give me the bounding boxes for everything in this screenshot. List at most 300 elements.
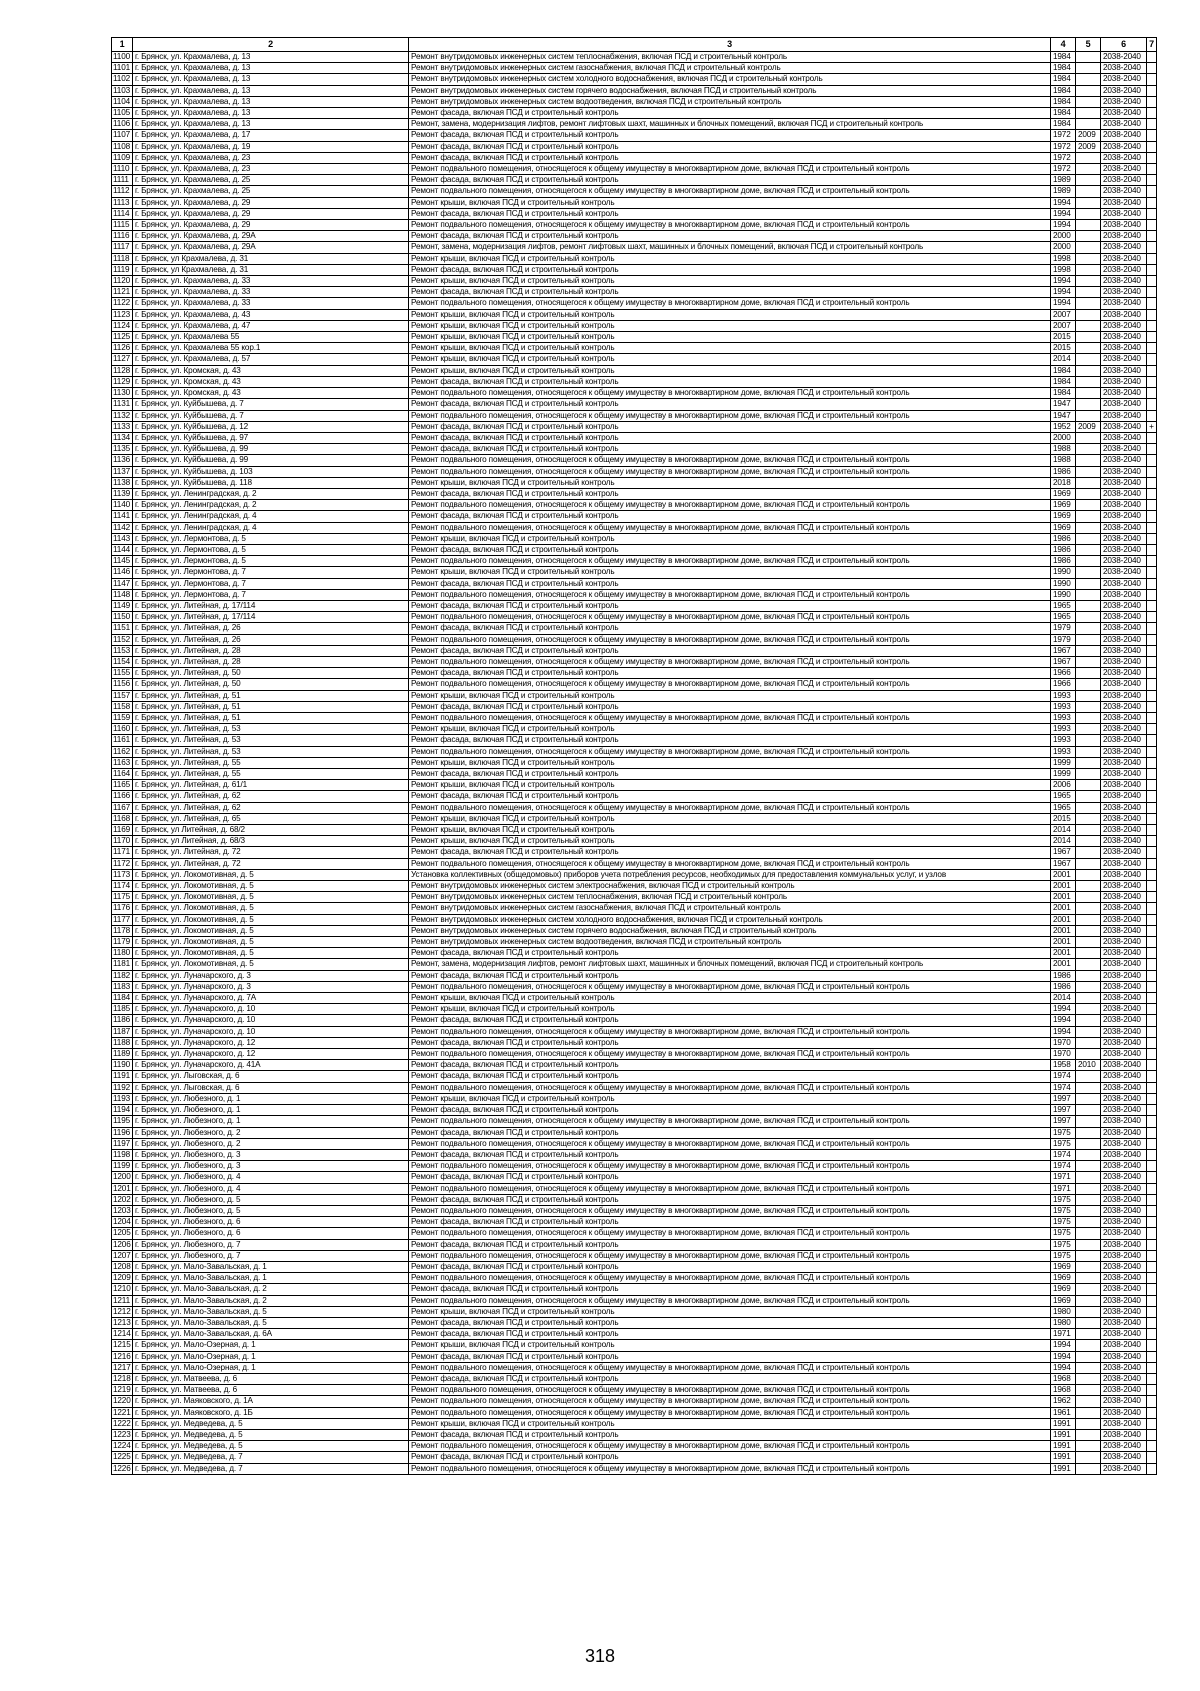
mark-cell	[1147, 253, 1157, 264]
table-row	[112, 970, 1157, 981]
table-row	[112, 1295, 1157, 1306]
last-repair-year-cell	[1076, 1407, 1101, 1418]
address-cell: г. Брянск, ул. Мало-Завальская, д. 5	[133, 1317, 409, 1328]
build-year-cell: 1984	[1051, 52, 1076, 63]
table-row	[112, 1194, 1157, 1205]
work-type-cell: Ремонт подвального помещения, относящегося к общему имуществу в многоквартирном доме, включая ПСД и строительный контроль	[409, 1138, 1051, 1149]
work-type-cell: Ремонт внутридомовых инженерных систем холодного водоснабжения, включая ПСД и строительный контроль	[409, 914, 1051, 925]
build-year-cell: 2014	[1051, 993, 1076, 1004]
planned-period-cell: 2038-2040	[1101, 1194, 1147, 1205]
row-number-cell: 1222	[113, 1418, 131, 1428]
table-row	[112, 511, 1157, 522]
address-cell: г. Брянск, ул. Литейная, д. 51	[133, 712, 409, 723]
last-repair-year-cell	[1076, 836, 1101, 847]
table-row	[112, 1037, 1157, 1048]
row-number-cell: 1185	[112, 1004, 133, 1015]
last-repair-year-cell	[1076, 1194, 1101, 1205]
last-repair-year-cell	[1076, 152, 1101, 163]
row-number-cell: 1129	[112, 376, 133, 387]
address-cell: г. Брянск, ул. Мало-Озерная, д. 1	[133, 1362, 409, 1373]
row-number-cell: 1205	[113, 1228, 131, 1238]
address-cell: г. Брянск, ул. Мало-Завальская, д. 2	[133, 1284, 409, 1295]
table-row	[112, 63, 1157, 74]
row-number-cell: 1136	[112, 455, 133, 466]
row-number-cell: 1186	[112, 1015, 133, 1026]
work-type-cell: Ремонт подвального помещения, относящегося к общему имуществу в многоквартирном доме, включая ПСД и строительный контроль	[409, 589, 1051, 600]
last-repair-year-cell	[1076, 488, 1101, 499]
planned-period-cell: 2038-2040	[1101, 656, 1147, 667]
mark-cell	[1147, 522, 1157, 533]
planned-period-cell: 2038-2040	[1101, 444, 1147, 455]
build-year-cell: 1994	[1051, 1004, 1076, 1015]
table-row	[112, 847, 1157, 858]
work-type-cell: Ремонт подвального помещения, относящегося к общему имуществу в многоквартирном доме, включая ПСД и строительный контроль	[409, 410, 1051, 421]
mark-cell	[1147, 836, 1157, 847]
table-row	[112, 1452, 1157, 1463]
planned-period-cell: 2038-2040	[1101, 432, 1147, 443]
table-row	[112, 1340, 1157, 1351]
planned-period-cell: 2038-2040	[1101, 1037, 1147, 1048]
mark-cell	[1147, 1149, 1157, 1160]
planned-period-cell: 2038-2040	[1101, 1138, 1147, 1149]
build-year-cell: 1994	[1051, 208, 1076, 219]
build-year-cell: 1947	[1051, 410, 1076, 421]
address-cell: г. Брянск, ул. Любезного, д. 1	[133, 1093, 409, 1104]
last-repair-year-cell	[1076, 1463, 1101, 1474]
build-year-cell: 1991	[1051, 1452, 1076, 1463]
address-cell: г. Брянск, ул. Литейная, д. 28	[133, 645, 409, 656]
address-cell: г. Брянск, ул. Лермонтова, д. 5	[133, 556, 409, 567]
build-year-cell: 2015	[1051, 343, 1076, 354]
row-number-cell: 1220	[113, 1396, 131, 1406]
mark-cell	[1147, 656, 1157, 667]
address-cell: г. Брянск, ул. Литейная, д. 62	[133, 791, 409, 802]
table-row	[112, 959, 1157, 970]
address-cell: г. Брянск, ул. Литейная, д. 72	[133, 858, 409, 869]
last-repair-year-cell	[1076, 253, 1101, 264]
mark-cell	[1147, 1396, 1157, 1407]
work-type-cell: Ремонт крыши, включая ПСД и строительный контроль	[409, 724, 1051, 735]
work-type-cell: Ремонт крыши, включая ПСД и строительный контроль	[409, 533, 1051, 544]
row-number-cell: 1102	[112, 74, 133, 85]
build-year-cell: 1986	[1051, 544, 1076, 555]
build-year-cell: 1994	[1051, 1340, 1076, 1351]
mark-cell	[1147, 847, 1157, 858]
planned-period-cell: 2038-2040	[1101, 1351, 1147, 1362]
mark-cell	[1147, 993, 1157, 1004]
row-number-cell: 1163	[112, 757, 133, 768]
work-type-cell: Ремонт внутридомовых инженерных систем электроснабжения, включая ПСД и строительный контроль	[409, 881, 1051, 892]
address-cell: г. Брянск, ул. Любезного, д. 5	[133, 1205, 409, 1216]
row-number-cell: 1212	[113, 1306, 131, 1316]
row-number-cell: 1132	[112, 410, 133, 421]
last-repair-year-cell	[1076, 679, 1101, 690]
last-repair-year-cell	[1076, 1127, 1101, 1138]
table-row	[112, 791, 1157, 802]
last-repair-year-cell	[1076, 309, 1101, 320]
build-year-cell: 1974	[1051, 1082, 1076, 1093]
mark-cell	[1147, 556, 1157, 567]
last-repair-year-cell	[1076, 925, 1101, 936]
work-type-cell: Ремонт крыши, включая ПСД и строительный контроль	[409, 1093, 1051, 1104]
work-type-cell: Ремонт подвального помещения, относящегося к общему имуществу в многоквартирном доме, включая ПСД и строительный контроль	[409, 1407, 1051, 1418]
work-type-cell: Ремонт фасада, включая ПСД и строительный контроль	[409, 701, 1051, 712]
address-cell: г. Брянск, ул. Крахмалева, д. 29	[133, 208, 409, 219]
last-repair-year-cell	[1076, 1340, 1101, 1351]
mark-cell	[1147, 959, 1157, 970]
last-repair-year-cell	[1076, 1183, 1101, 1194]
work-type-cell: Ремонт фасада, включая ПСД и строительный контроль	[409, 421, 1051, 432]
last-repair-year-cell	[1076, 623, 1101, 634]
row-number-cell: 1116	[112, 231, 133, 242]
table-row	[112, 141, 1157, 152]
row-number-cell: 1121	[112, 287, 133, 298]
work-type-cell: Ремонт фасада, включая ПСД и строительный контроль	[409, 152, 1051, 163]
address-cell: г. Брянск, ул. Локомотивная, д. 5	[133, 925, 409, 936]
table-row	[112, 220, 1157, 231]
last-repair-year-cell	[1076, 242, 1101, 253]
work-type-cell: Ремонт подвального помещения, относящегося к общему имуществу в многоквартирном доме, включая ПСД и строительный контроль	[409, 1205, 1051, 1216]
planned-period-cell: 2038-2040	[1101, 1172, 1147, 1183]
table-row	[112, 981, 1157, 992]
planned-period-cell: 2038-2040	[1101, 1261, 1147, 1272]
build-year-cell: 1967	[1051, 645, 1076, 656]
address-cell: г. Брянск, ул. Крахмалева, д. 29А	[133, 242, 409, 253]
mark-cell	[1147, 701, 1157, 712]
work-type-cell: Ремонт крыши, включая ПСД и строительный контроль	[409, 1340, 1051, 1351]
build-year-cell: 1986	[1051, 533, 1076, 544]
build-year-cell: 1994	[1051, 220, 1076, 231]
row-number-cell: 1210	[113, 1284, 131, 1294]
mark-cell	[1147, 544, 1157, 555]
mark-cell	[1147, 1418, 1157, 1429]
mark-cell	[1147, 1317, 1157, 1328]
address-cell: г. Брянск, ул. Литейная, д. 55	[133, 769, 409, 780]
row-number-cell: 1104	[112, 96, 133, 107]
address-cell: г. Брянск, ул Литейная, д. 68/3	[133, 836, 409, 847]
work-type-cell: Ремонт подвального помещения, относящегося к общему имуществу в многоквартирном доме, включая ПСД и строительный контроль	[409, 1463, 1051, 1474]
build-year-cell: 2001	[1051, 948, 1076, 959]
last-repair-year-cell	[1076, 220, 1101, 231]
work-type-cell: Ремонт подвального помещения, относящегося к общему имуществу в многоквартирном доме, включая ПСД и строительный контроль	[409, 1295, 1051, 1306]
planned-period-cell: 2038-2040	[1101, 1452, 1147, 1463]
work-type-cell: Ремонт подвального помещения, относящегося к общему имуществу в многоквартирном доме, включая ПСД и строительный контроль	[409, 634, 1051, 645]
row-number-cell: 1190	[112, 1060, 133, 1071]
work-type-cell: Ремонт крыши, включая ПСД и строительный контроль	[409, 780, 1051, 791]
work-type-cell: Ремонт подвального помещения, относящегося к общему имуществу в многоквартирном доме, включая ПСД и строительный контроль	[409, 1385, 1051, 1396]
address-cell: г. Брянск, ул. Крахмалева, д. 25	[133, 175, 409, 186]
row-number-cell: 1216	[113, 1351, 131, 1361]
build-year-cell: 2001	[1051, 914, 1076, 925]
work-type-cell: Ремонт внутридомовых инженерных систем холодного водоснабжения, включая ПСД и строительный контроль	[409, 74, 1051, 85]
work-type-cell: Ремонт подвального помещения, относящегося к общему имуществу в многоквартирном доме, включая ПСД и строительный контроль	[409, 522, 1051, 533]
work-type-cell: Ремонт фасада, включая ПСД и строительный контроль	[409, 948, 1051, 959]
table-row	[112, 399, 1157, 410]
mark-cell	[1147, 343, 1157, 354]
work-type-cell: Ремонт подвального помещения, относящегося к общему имуществу в многоквартирном доме, включая ПСД и строительный контроль	[409, 1183, 1051, 1194]
build-year-cell: 2001	[1051, 892, 1076, 903]
build-year-cell: 1962	[1051, 1396, 1076, 1407]
planned-period-cell: 2038-2040	[1101, 1239, 1147, 1250]
work-type-cell: Ремонт подвального помещения, относящегося к общему имуществу в многоквартирном доме, включая ПСД и строительный контроль	[409, 746, 1051, 757]
row-number-cell: 1225	[113, 1452, 131, 1462]
mark-cell	[1147, 376, 1157, 387]
planned-period-cell: 2038-2040	[1101, 1340, 1147, 1351]
last-repair-year-cell	[1076, 903, 1101, 914]
address-cell: г. Брянск, ул. Мало-Завальская, д. 5	[133, 1306, 409, 1317]
build-year-cell: 1998	[1051, 253, 1076, 264]
address-cell: г. Брянск, ул. Куйбышева, д. 99	[133, 444, 409, 455]
table-row	[112, 1228, 1157, 1239]
last-repair-year-cell	[1076, 522, 1101, 533]
address-cell: г. Брянск, ул. Литейная, д. 26	[133, 634, 409, 645]
page-number: 318	[584, 1646, 616, 1666]
build-year-cell: 1984	[1051, 376, 1076, 387]
mark-cell	[1147, 1284, 1157, 1295]
work-type-cell: Ремонт крыши, включая ПСД и строительный контроль	[409, 993, 1051, 1004]
row-number-cell: 1144	[112, 544, 133, 555]
table-row	[112, 533, 1157, 544]
mark-cell	[1147, 533, 1157, 544]
work-type-cell: Ремонт подвального помещения, относящегося к общему имуществу в многоквартирном доме, включая ПСД и строительный контроль	[409, 164, 1051, 175]
mark-cell	[1147, 152, 1157, 163]
planned-period-cell: 2038-2040	[1101, 152, 1147, 163]
address-cell: г. Брянск, ул. Крахмалева 55	[133, 332, 409, 343]
mark-cell	[1147, 724, 1157, 735]
row-number-cell: 1109	[112, 152, 133, 163]
planned-period-cell: 2038-2040	[1101, 981, 1147, 992]
mark-cell	[1147, 937, 1157, 948]
last-repair-year-cell	[1076, 1250, 1101, 1261]
row-number-cell: 1177	[112, 914, 133, 925]
address-cell: г. Брянск, ул. Мало-Завальская, д. 1	[133, 1261, 409, 1272]
planned-period-cell: 2038-2040	[1101, 746, 1147, 757]
last-repair-year-cell	[1076, 970, 1101, 981]
last-repair-year-cell	[1076, 1261, 1101, 1272]
address-cell: г. Брянск, ул. Любезного, д. 6	[133, 1228, 409, 1239]
work-type-cell: Ремонт фасада, включая ПСД и строительный контроль	[409, 1071, 1051, 1082]
table-row	[112, 1329, 1157, 1340]
mark-cell	[1147, 690, 1157, 701]
planned-period-cell: 2038-2040	[1101, 1082, 1147, 1093]
mark-cell	[1147, 1194, 1157, 1205]
build-year-cell: 1993	[1051, 724, 1076, 735]
row-number-cell: 1123	[112, 309, 133, 320]
last-repair-year-cell	[1076, 993, 1101, 1004]
row-number-cell: 1156	[112, 679, 133, 690]
address-cell: г. Брянск, ул. Луначарского, д. 41А	[133, 1060, 409, 1071]
row-number-cell: 1162	[112, 746, 133, 757]
build-year-cell: 1965	[1051, 802, 1076, 813]
build-year-cell: 1989	[1051, 175, 1076, 186]
planned-period-cell: 2038-2040	[1101, 455, 1147, 466]
address-cell: г. Брянск, ул. Медведева, д. 7	[133, 1463, 409, 1474]
planned-period-cell: 2038-2040	[1101, 1418, 1147, 1429]
address-cell: г. Брянск, ул. Лермонтова, д. 5	[133, 533, 409, 544]
table-row	[112, 1441, 1157, 1452]
work-type-cell: Ремонт подвального помещения, относящегося к общему имуществу в многоквартирном доме, включая ПСД и строительный контроль	[409, 1250, 1051, 1261]
row-number-cell: 1117	[112, 242, 133, 253]
last-repair-year-cell	[1076, 847, 1101, 858]
last-repair-year-cell	[1076, 668, 1101, 679]
table-row	[112, 1183, 1157, 1194]
table-row	[112, 164, 1157, 175]
work-type-cell: Ремонт фасада, включая ПСД и строительный контроль	[409, 970, 1051, 981]
address-cell: г. Брянск, ул. Куйбышева, д. 7	[133, 410, 409, 421]
address-cell: г. Брянск, ул. Куйбышева, д. 7	[133, 399, 409, 410]
row-number-cell: 1221	[113, 1407, 131, 1417]
work-type-cell: Ремонт крыши, включая ПСД и строительный контроль	[409, 567, 1051, 578]
last-repair-year-cell	[1076, 1284, 1101, 1295]
mark-cell	[1147, 466, 1157, 477]
work-type-cell: Ремонт крыши, включая ПСД и строительный контроль	[409, 1306, 1051, 1317]
address-cell: г. Брянск, ул. Крахмалева, д. 29	[133, 220, 409, 231]
mark-cell	[1147, 780, 1157, 791]
address-cell: г. Брянск, ул. Локомотивная, д. 5	[133, 869, 409, 880]
address-cell: г. Брянск, ул. Крахмалева, д. 33	[133, 287, 409, 298]
build-year-cell: 1969	[1051, 1261, 1076, 1272]
mark-cell	[1147, 399, 1157, 410]
planned-period-cell: 2038-2040	[1101, 903, 1147, 914]
last-repair-year-cell	[1076, 1172, 1101, 1183]
build-year-cell: 1994	[1051, 197, 1076, 208]
mark-cell	[1147, 264, 1157, 275]
work-type-cell: Ремонт крыши, включая ПСД и строительный контроль	[409, 825, 1051, 836]
mark-cell	[1147, 276, 1157, 287]
last-repair-year-cell	[1076, 74, 1101, 85]
address-cell: г. Брянск, ул. Мало-Завальская, д. 2	[133, 1295, 409, 1306]
address-cell: г. Брянск, ул. Любезного, д. 6	[133, 1217, 409, 1228]
last-repair-year-cell	[1076, 119, 1101, 130]
build-year-cell: 1990	[1051, 578, 1076, 589]
build-year-cell: 1965	[1051, 612, 1076, 623]
row-number-cell: 1203	[113, 1205, 131, 1215]
table-row	[112, 757, 1157, 768]
mark-cell	[1147, 1463, 1157, 1474]
planned-period-cell: 2038-2040	[1101, 365, 1147, 376]
row-number-cell: 1168	[112, 813, 133, 824]
build-year-cell: 1986	[1051, 981, 1076, 992]
build-year-cell: 1975	[1051, 1194, 1076, 1205]
mark-cell	[1147, 623, 1157, 634]
last-repair-year-cell	[1076, 757, 1101, 768]
planned-period-cell: 2038-2040	[1101, 544, 1147, 555]
address-cell: г. Брянск, ул. Любезного, д. 3	[133, 1161, 409, 1172]
row-number-cell: 1191	[112, 1071, 133, 1082]
address-cell: г. Брянск, ул. Литейная, д. 51	[133, 690, 409, 701]
last-repair-year-cell	[1076, 1026, 1101, 1037]
address-cell: г. Брянск, ул. Литейная, д. 51	[133, 701, 409, 712]
address-cell: г. Брянск, ул. Локомотивная, д. 5	[133, 914, 409, 925]
address-cell: г. Брянск, ул. Медведева, д. 5	[133, 1441, 409, 1452]
build-year-cell: 1994	[1051, 1362, 1076, 1373]
work-type-cell: Ремонт фасада, включая ПСД и строительный контроль	[409, 1239, 1051, 1250]
address-cell: г. Брянск, ул. Лыговская, д. 6	[133, 1071, 409, 1082]
planned-period-cell: 2038-2040	[1101, 1026, 1147, 1037]
planned-period-cell: 2038-2040	[1101, 399, 1147, 410]
planned-period-cell: 2038-2040	[1101, 85, 1147, 96]
planned-period-cell: 2038-2040	[1101, 1273, 1147, 1284]
last-repair-year-cell	[1076, 63, 1101, 74]
build-year-cell: 1969	[1051, 488, 1076, 499]
work-type-cell: Установка коллективных (общедомовых) приборов учета потребления ресурсов, необходимых для предоставления коммунальных услуг, и узлов	[409, 869, 1051, 880]
row-number-cell: 1201	[113, 1183, 131, 1193]
table-row	[112, 1026, 1157, 1037]
planned-period-cell: 2038-2040	[1101, 332, 1147, 343]
repair-schedule-table	[111, 37, 1157, 1475]
build-year-cell: 1969	[1051, 1295, 1076, 1306]
work-type-cell: Ремонт подвального помещения, относящегося к общему имуществу в многоквартирном доме, включая ПСД и строительный контроль	[409, 802, 1051, 813]
table-row	[112, 488, 1157, 499]
work-type-cell: Ремонт крыши, включая ПСД и строительный контроль	[409, 836, 1051, 847]
address-cell: г. Брянск, ул. Любезного, д. 7	[133, 1239, 409, 1250]
mark-cell	[1147, 477, 1157, 488]
table-row	[112, 735, 1157, 746]
address-cell: г. Брянск, ул. Любезного, д. 5	[133, 1194, 409, 1205]
address-cell: г. Брянск, ул. Крахмалева, д. 13	[133, 52, 409, 63]
address-cell: г. Брянск, ул. Матвеева, д. 6	[133, 1373, 409, 1384]
mark-cell	[1147, 410, 1157, 421]
planned-period-cell: 2038-2040	[1101, 1015, 1147, 1026]
last-repair-year-cell	[1076, 1396, 1101, 1407]
build-year-cell: 1994	[1051, 298, 1076, 309]
planned-period-cell: 2038-2040	[1101, 881, 1147, 892]
address-cell: г. Брянск, ул. Литейная, д. 53	[133, 724, 409, 735]
row-number-cell: 1189	[112, 1049, 133, 1060]
last-repair-year-cell	[1076, 1373, 1101, 1384]
planned-period-cell: 2038-2040	[1101, 175, 1147, 186]
last-repair-year-cell	[1076, 164, 1101, 175]
address-cell: г. Брянск, ул. Крахмалева, д. 25	[133, 186, 409, 197]
table-row	[112, 1273, 1157, 1284]
table-row	[112, 1172, 1157, 1183]
address-cell: г. Брянск, ул. Локомотивная, д. 5	[133, 959, 409, 970]
work-type-cell: Ремонт крыши, включая ПСД и строительный контроль	[409, 757, 1051, 768]
last-repair-year-cell	[1076, 1071, 1101, 1082]
work-type-cell: Ремонт подвального помещения, относящегося к общему имуществу в многоквартирном доме, включая ПСД и строительный контроль	[409, 1228, 1051, 1239]
row-number-cell: 1200	[113, 1172, 131, 1182]
work-type-cell: Ремонт фасада, включая ПСД и строительный контроль	[409, 645, 1051, 656]
table-row	[112, 634, 1157, 645]
work-type-cell: Ремонт фасада, включая ПСД и строительный контроль	[409, 1015, 1051, 1026]
address-cell: г. Брянск, ул. Крахмалева, д. 23	[133, 164, 409, 175]
build-year-cell: 2001	[1051, 869, 1076, 880]
row-number-cell: 1184	[112, 993, 133, 1004]
row-number-cell: 1164	[112, 769, 133, 780]
build-year-cell: 1993	[1051, 746, 1076, 757]
mark-cell	[1147, 1239, 1157, 1250]
planned-period-cell: 2038-2040	[1101, 970, 1147, 981]
build-year-cell: 2001	[1051, 937, 1076, 948]
mark-cell	[1147, 455, 1157, 466]
build-year-cell: 1997	[1051, 1093, 1076, 1104]
address-cell: г. Брянск, ул. Луначарского, д. 10	[133, 1026, 409, 1037]
planned-period-cell: 2038-2040	[1101, 780, 1147, 791]
last-repair-year-cell	[1076, 533, 1101, 544]
row-number-cell: 1208	[113, 1261, 131, 1271]
table-row	[112, 85, 1157, 96]
mark-cell	[1147, 1250, 1157, 1261]
address-cell: г. Брянск, ул. Ленинградская, д. 2	[133, 488, 409, 499]
table-row	[112, 903, 1157, 914]
build-year-cell: 1993	[1051, 712, 1076, 723]
header-cell-7: 7	[1147, 38, 1157, 52]
table-row	[112, 208, 1157, 219]
build-year-cell: 1968	[1051, 1373, 1076, 1384]
last-repair-year-cell	[1076, 1295, 1101, 1306]
mark-cell	[1147, 914, 1157, 925]
planned-period-cell: 2038-2040	[1101, 813, 1147, 824]
